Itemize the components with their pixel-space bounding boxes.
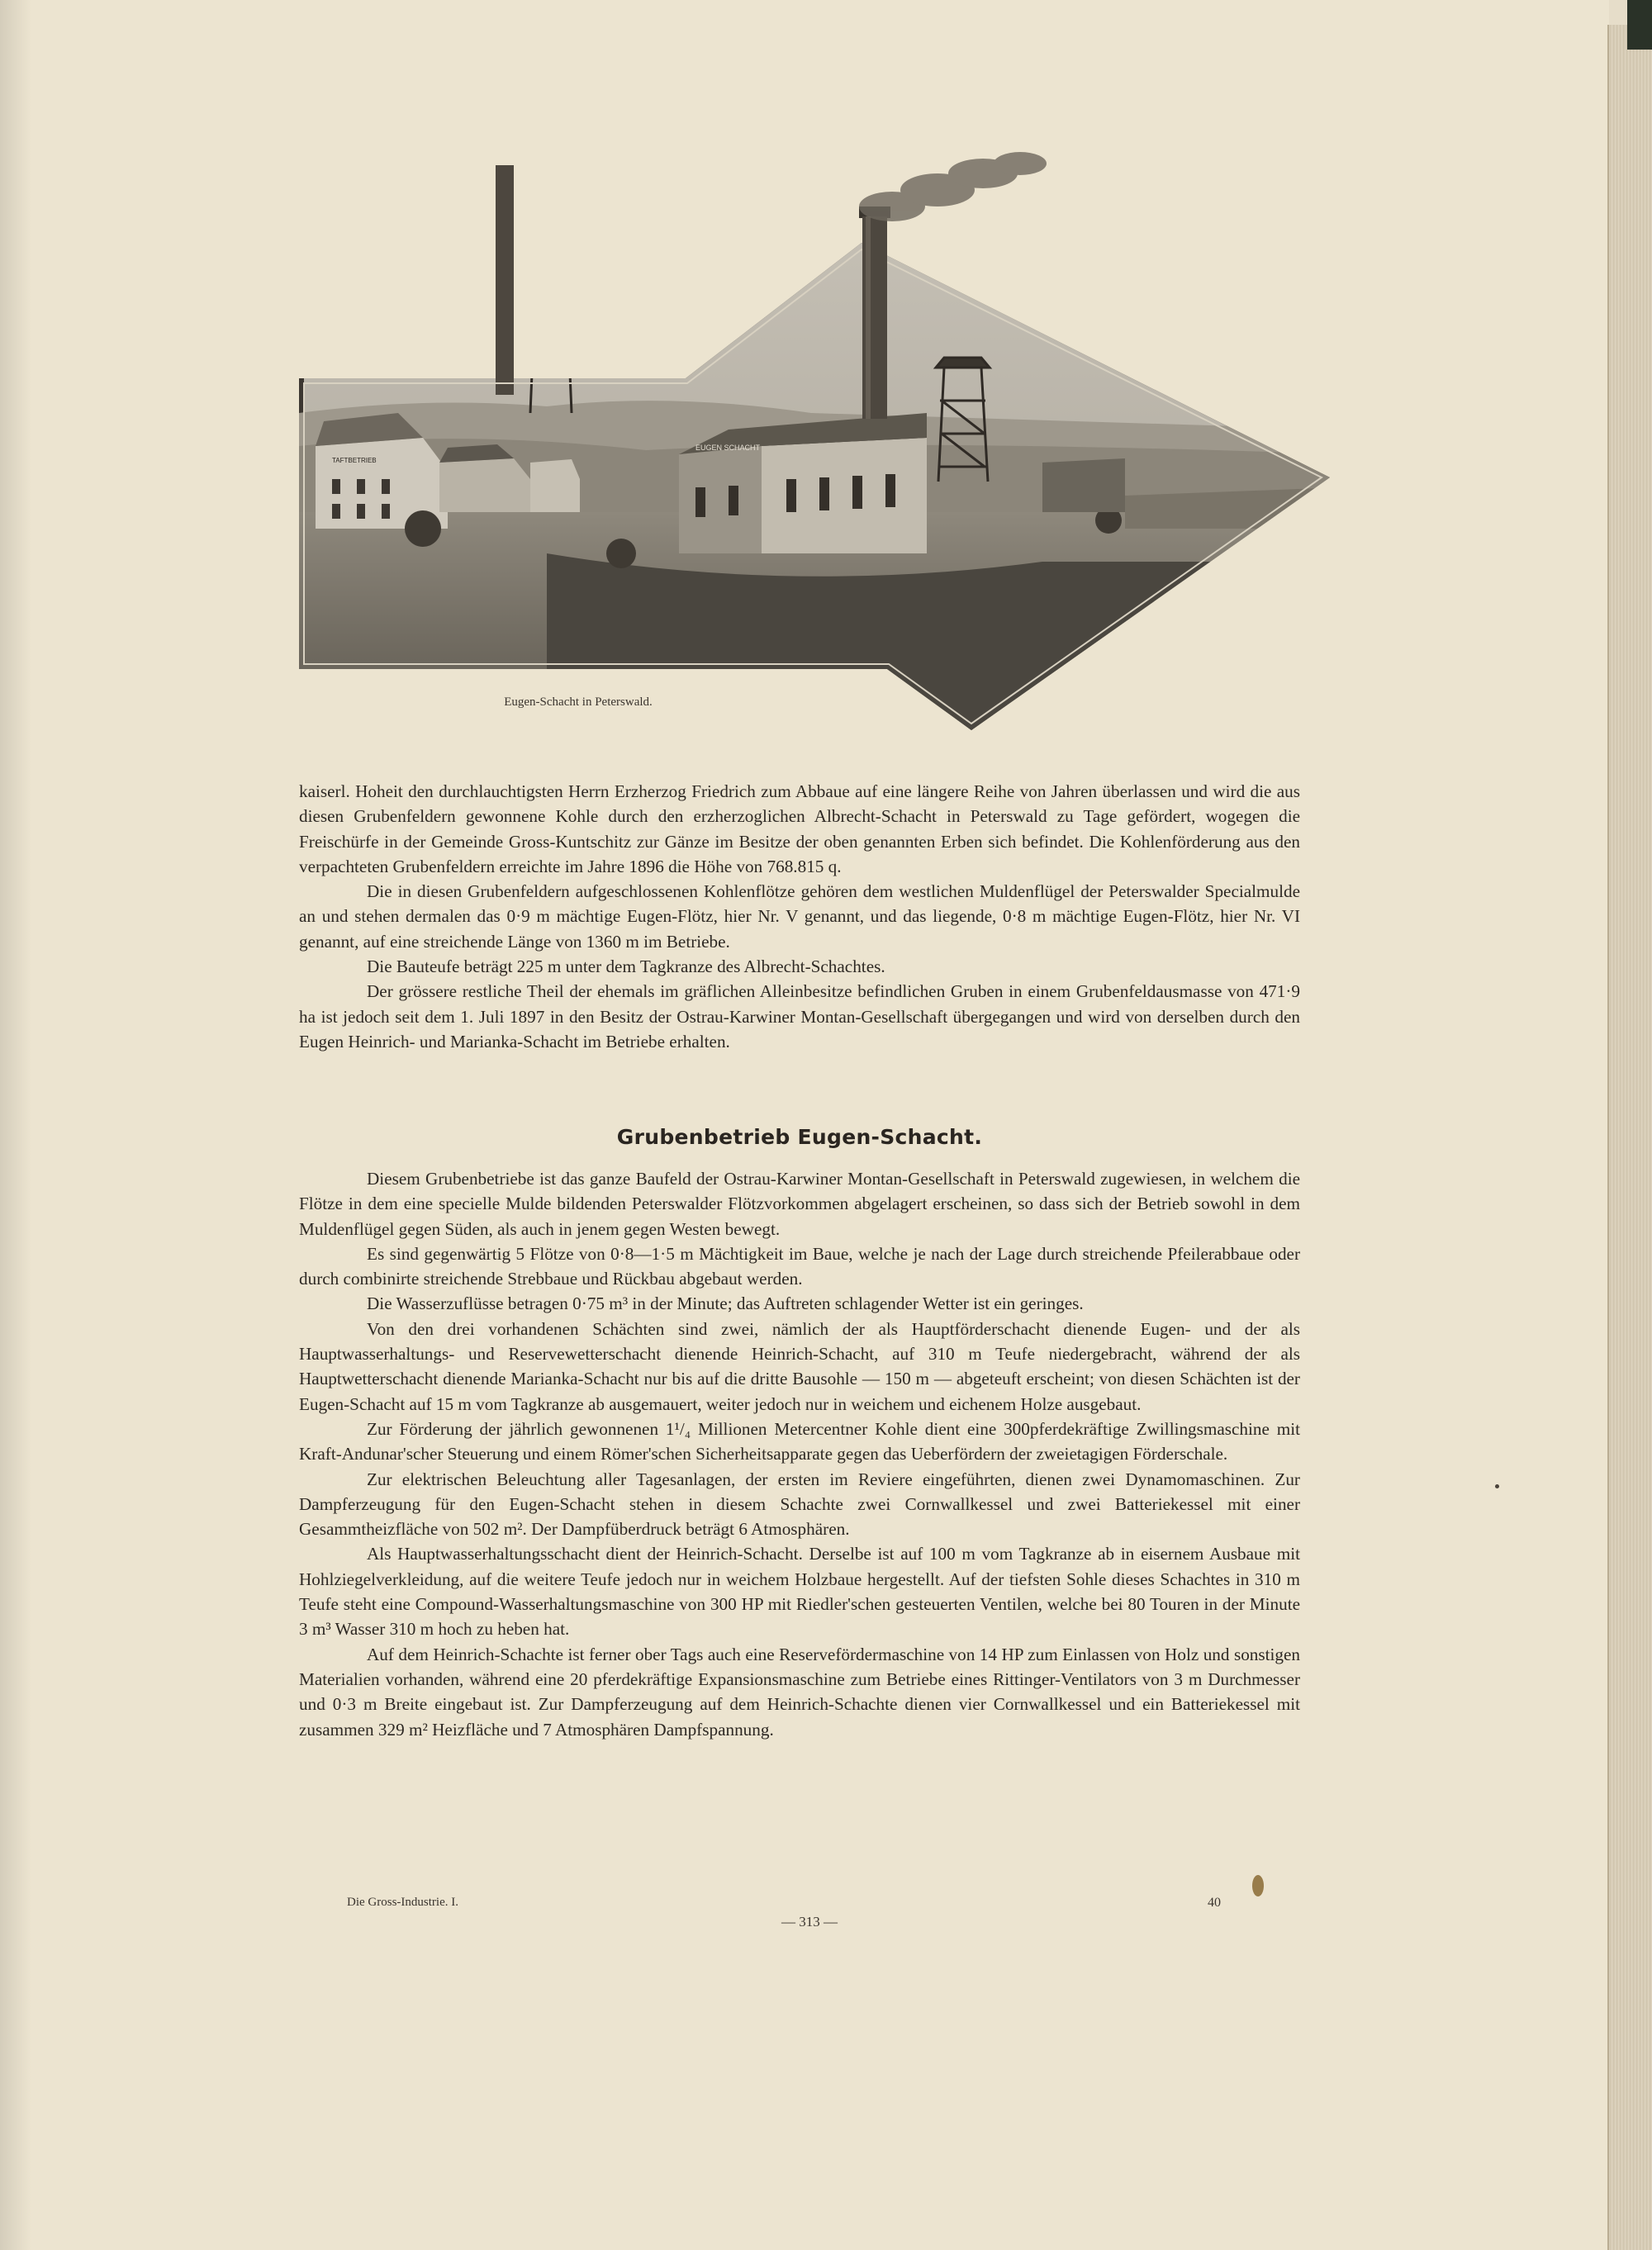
- page-edges: [1607, 25, 1652, 2250]
- text-block-intro: [299, 779, 1300, 1054]
- paragraph: kaiserl. Hoheit den durchlauchtigsten Herrn Erzherzog Friedrich zum Abbaue auf eine längere Reihe von Jahren überlassen und wird die aus diesen Grubenfeldern gewonnene Kohle durch den erzherzoglichen Albrecht-Schacht in Peterswald zu Tage gefördert, wogegen die Freischürfe in der Gemeinde Gross-Kuntschitz zur Gänze im Besitze der oben genannten Erben sich befindet. Die Kohlenförderung aus den verpachteten Grubenfeldern erreichte im Jahre 1896 die Höhe von 768.815 q.: [299, 781, 1300, 876]
- paragraph: Zur elektrischen Beleuchtung aller Tagesanlagen, der ersten im Reviere eingeführten, dienen zwei Dynamomaschinen. Zur Dampferzeugung für den Eugen-Schacht stehen in diesem Schachte zwei Cornwallkessel und zwei Batteriekessel mit einer Gesammtheizfläche von 502 m². Der Dampfüberdruck beträgt 6 Atmosphären.: [299, 1469, 1300, 1540]
- illustration-caption: Eugen-Schacht in Peterswald.: [504, 695, 653, 709]
- paragraph: Diesem Grubenbetriebe ist das ganze Baufeld der Ostrau-Karwiner Montan-Gesellschaft in Peterswald zugewiesen, in welchem die Flötze in dem eine specielle Mulde bildenden Peterswalder Flötzvorkommen abgelagert erscheinen, so dass sich der Betrieb sowohl in dem Muldenflügel gegen Süden, als auch in jenem gegen Westen bewegt.: [299, 1169, 1300, 1239]
- building-sign: EUGEN SCHACHT: [695, 444, 761, 452]
- headframe: [932, 351, 998, 483]
- smoke-cloud: [859, 140, 1049, 231]
- margin-dot: [1495, 1484, 1499, 1488]
- paragraph: Als Hauptwasserhaltungsschacht dient der Heinrich-Schacht. Derselbe ist auf 100 m vom Tagkranze ab in eisernem Ausbaue mit Hohlziegelverkleidung, auf die weitere Teufe jedoch nur in weichem Holzbaue hergestellt. Auf der tiefsten Sohle dieses Schachtes in 310 m Teufe steht eine Compound-Wasserhaltungsmaschine von 300 HP mit Riedler'schen gesteuerten Ventilen, welche bei 80 Touren in der Minute 3 m³ Wasser 310 m hoch zu heben hat.: [299, 1544, 1300, 1640]
- paragraph: Zur Förderung der jährlich gewonnenen 1¹/₄ Millionen Metercentner Kohle dient eine 300pferdekräftige Zwillingsmaschine mit Kraft-Andunar'scher Steuerung und einem Römer'schen Sicherheitsapparate gegen das Ueberfördern der zweietagigen Förderschale.: [299, 1418, 1300, 1464]
- paragraph: Der grössere restliche Theil der ehemals im gräflichen Alleinbesitze befindlichen Gruben in einem Grubenfeldausmasse von 471·9 ha ist jedoch seit dem 1. Juli 1897 in den Besitz der Ostrau-Karwiner Montan-Gesellschaft übergegangen und wird von derselben durch den Eugen Heinrich- und Marianka-Schacht im Betriebe erhalten.: [299, 981, 1300, 1051]
- page-number: — 313 —: [781, 1914, 838, 1930]
- mine-illustration: [299, 165, 1341, 743]
- signature-mark: 40: [1208, 1896, 1221, 1910]
- ink-stain: [1252, 1875, 1264, 1896]
- section-heading: Grubenbetrieb Eugen-Schacht.: [616, 1125, 983, 1149]
- book-cover-corner: [1627, 0, 1652, 50]
- paragraph: Auf dem Heinrich-Schachte ist ferner ober Tags auch eine Reservefördermaschine von 14 HP zum Einlassen von Holz und sonstigen Materialien vorhanden, während eine 20 pferdekräftige Expansionsmaschine zum Betriebe eines Rittinger-Ventilators von 3 m Durchmesser und 0·3 m Breite eingebaut ist. Zur Dampferzeugung auf dem Heinrich-Schachte dienen vier Cornwallkessel und ein Batteriekessel mit zusammen 329 m² Heizfläche und 7 Atmosphären Dampfspannung.: [299, 1644, 1300, 1740]
- footer-publication: Die Gross-Industrie. I.: [347, 1896, 458, 1909]
- left-house-sign: TAFTBETRIEB: [332, 457, 377, 464]
- paragraph: Die Wasserzuflüsse betragen 0·75 m³ in der Minute; das Auftreten schlagender Wetter ist ein geringes.: [367, 1294, 1084, 1314]
- paragraph: Die in diesen Grubenfeldern aufgeschlossenen Kohlenflötze gehören dem westlichen Muldenflügel der Peterswalder Specialmulde an und stehen dermalen das 0·9 m mächtige Eugen-Flötz, hier Nr. V genannt, und das liegende, 0·8 m mächtige Eugen-Flötz, hier Nr. VI genannt, auf eine streichende Länge von 1360 m im Betriebe.: [299, 881, 1300, 952]
- paragraph: Es sind gegenwärtig 5 Flötze von 0·8—1·5 m Mächtigkeit im Baue, welche je nach der Lage durch streichende Pfeilerabbaue oder durch combinirte streichende Strebbaue und Rückbau abgebaut werden.: [299, 1243, 1300, 1289]
- paragraph: Die Bauteufe beträgt 225 m unter dem Tagkranze des Albrecht-Schachtes.: [367, 956, 885, 977]
- text-block-eugen-schacht: [299, 1166, 1300, 1742]
- paragraph: Von den drei vorhandenen Schächten sind zwei, nämlich der als Hauptförderschacht dienende Eugen- und der als Hauptwasserhaltungs- und Reservewetterschacht dienende Heinrich-Schacht, auf 310 m Teufe niedergebracht, während der als Hauptwetterschacht dienende Marianka-Schacht nur bis auf die dritte Bausohle — 150 m — abgeteuft erscheint; von diesen Schächten ist der Eugen-Schacht auf 15 m vom Tagkranze ab ausgemauert, weiter jedoch nur in weichem und eichenem Holze ausgebaut.: [299, 1318, 1300, 1414]
